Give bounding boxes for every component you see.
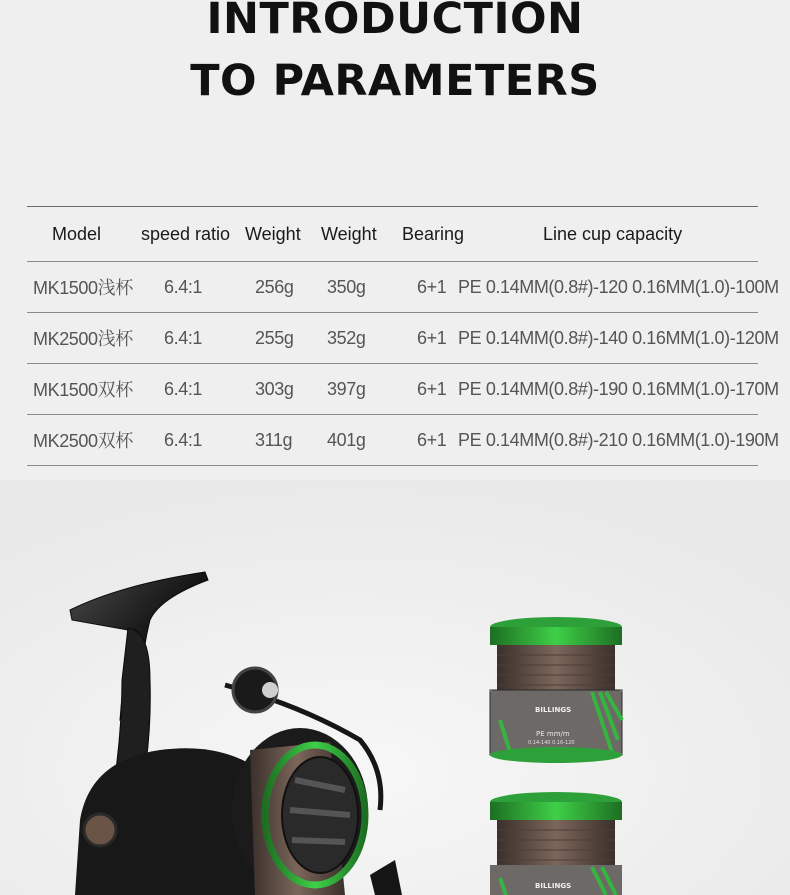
cell-speed-ratio: 6.4:1 <box>164 429 203 450</box>
cell-bearing: 6+1 <box>417 378 447 399</box>
cell-weight-2: 352g <box>327 327 366 348</box>
cell-weight-2: 350g <box>327 276 366 297</box>
table-row <box>27 415 779 466</box>
cell-model: MK2500浅杯 <box>33 329 133 349</box>
cell-model: MK2500双杯 <box>33 431 133 451</box>
table-header-row <box>27 207 758 262</box>
header-capacity: Line cup capacity <box>543 223 683 244</box>
cell-bearing: 6+1 <box>417 276 447 297</box>
cell-bearing: 6+1 <box>417 429 447 450</box>
product-photo <box>0 480 790 895</box>
cell-model: MK1500浅杯 <box>33 278 133 298</box>
spare-spool-bottom <box>490 792 622 895</box>
table-row <box>27 313 779 364</box>
table-row <box>27 364 779 415</box>
header-model: Model <box>52 223 102 244</box>
title-line-1: INTRODUCTION <box>206 0 584 44</box>
cell-speed-ratio: 6.4:1 <box>164 378 203 399</box>
title-line-2: TO PARAMETERS <box>190 56 600 106</box>
spool-brand: BILLINGS <box>535 706 572 714</box>
cell-weight-1: 311g <box>255 429 293 450</box>
cell-capacity: PE 0.14MM(0.8#)-140 0.16MM(1.0)-120M <box>458 327 779 348</box>
cell-weight-1: 303g <box>255 378 294 399</box>
cell-capacity: PE 0.14MM(0.8#)-210 0.16MM(1.0)-190M <box>458 429 779 450</box>
cell-speed-ratio: 6.4:1 <box>164 276 203 297</box>
spool-brand: BILLINGS <box>535 882 572 890</box>
cell-capacity: PE 0.14MM(0.8#)-190 0.16MM(1.0)-170M <box>458 378 779 399</box>
spool-spec: 0.14-140 0.16-120 <box>528 740 575 746</box>
cell-speed-ratio: 6.4:1 <box>164 327 203 348</box>
cell-weight-2: 401g <box>327 429 366 450</box>
header-weight-2: Weight <box>321 223 377 244</box>
spool-label: PE mm/m <box>536 730 570 738</box>
spare-spool-top <box>490 617 622 763</box>
header-bearing: Bearing <box>402 223 465 244</box>
header-speed-ratio: speed ratio <box>141 223 231 244</box>
cell-capacity: PE 0.14MM(0.8#)-120 0.16MM(1.0)-100M <box>458 276 779 297</box>
parameter-table <box>27 206 779 466</box>
cell-weight-2: 397g <box>327 378 366 399</box>
cell-bearing: 6+1 <box>417 327 447 348</box>
table-row <box>27 262 779 313</box>
cell-model: MK1500双杯 <box>33 380 133 400</box>
cell-weight-1: 255g <box>255 327 294 348</box>
header-weight-1: Weight <box>245 223 301 244</box>
cell-weight-1: 256g <box>255 276 294 297</box>
